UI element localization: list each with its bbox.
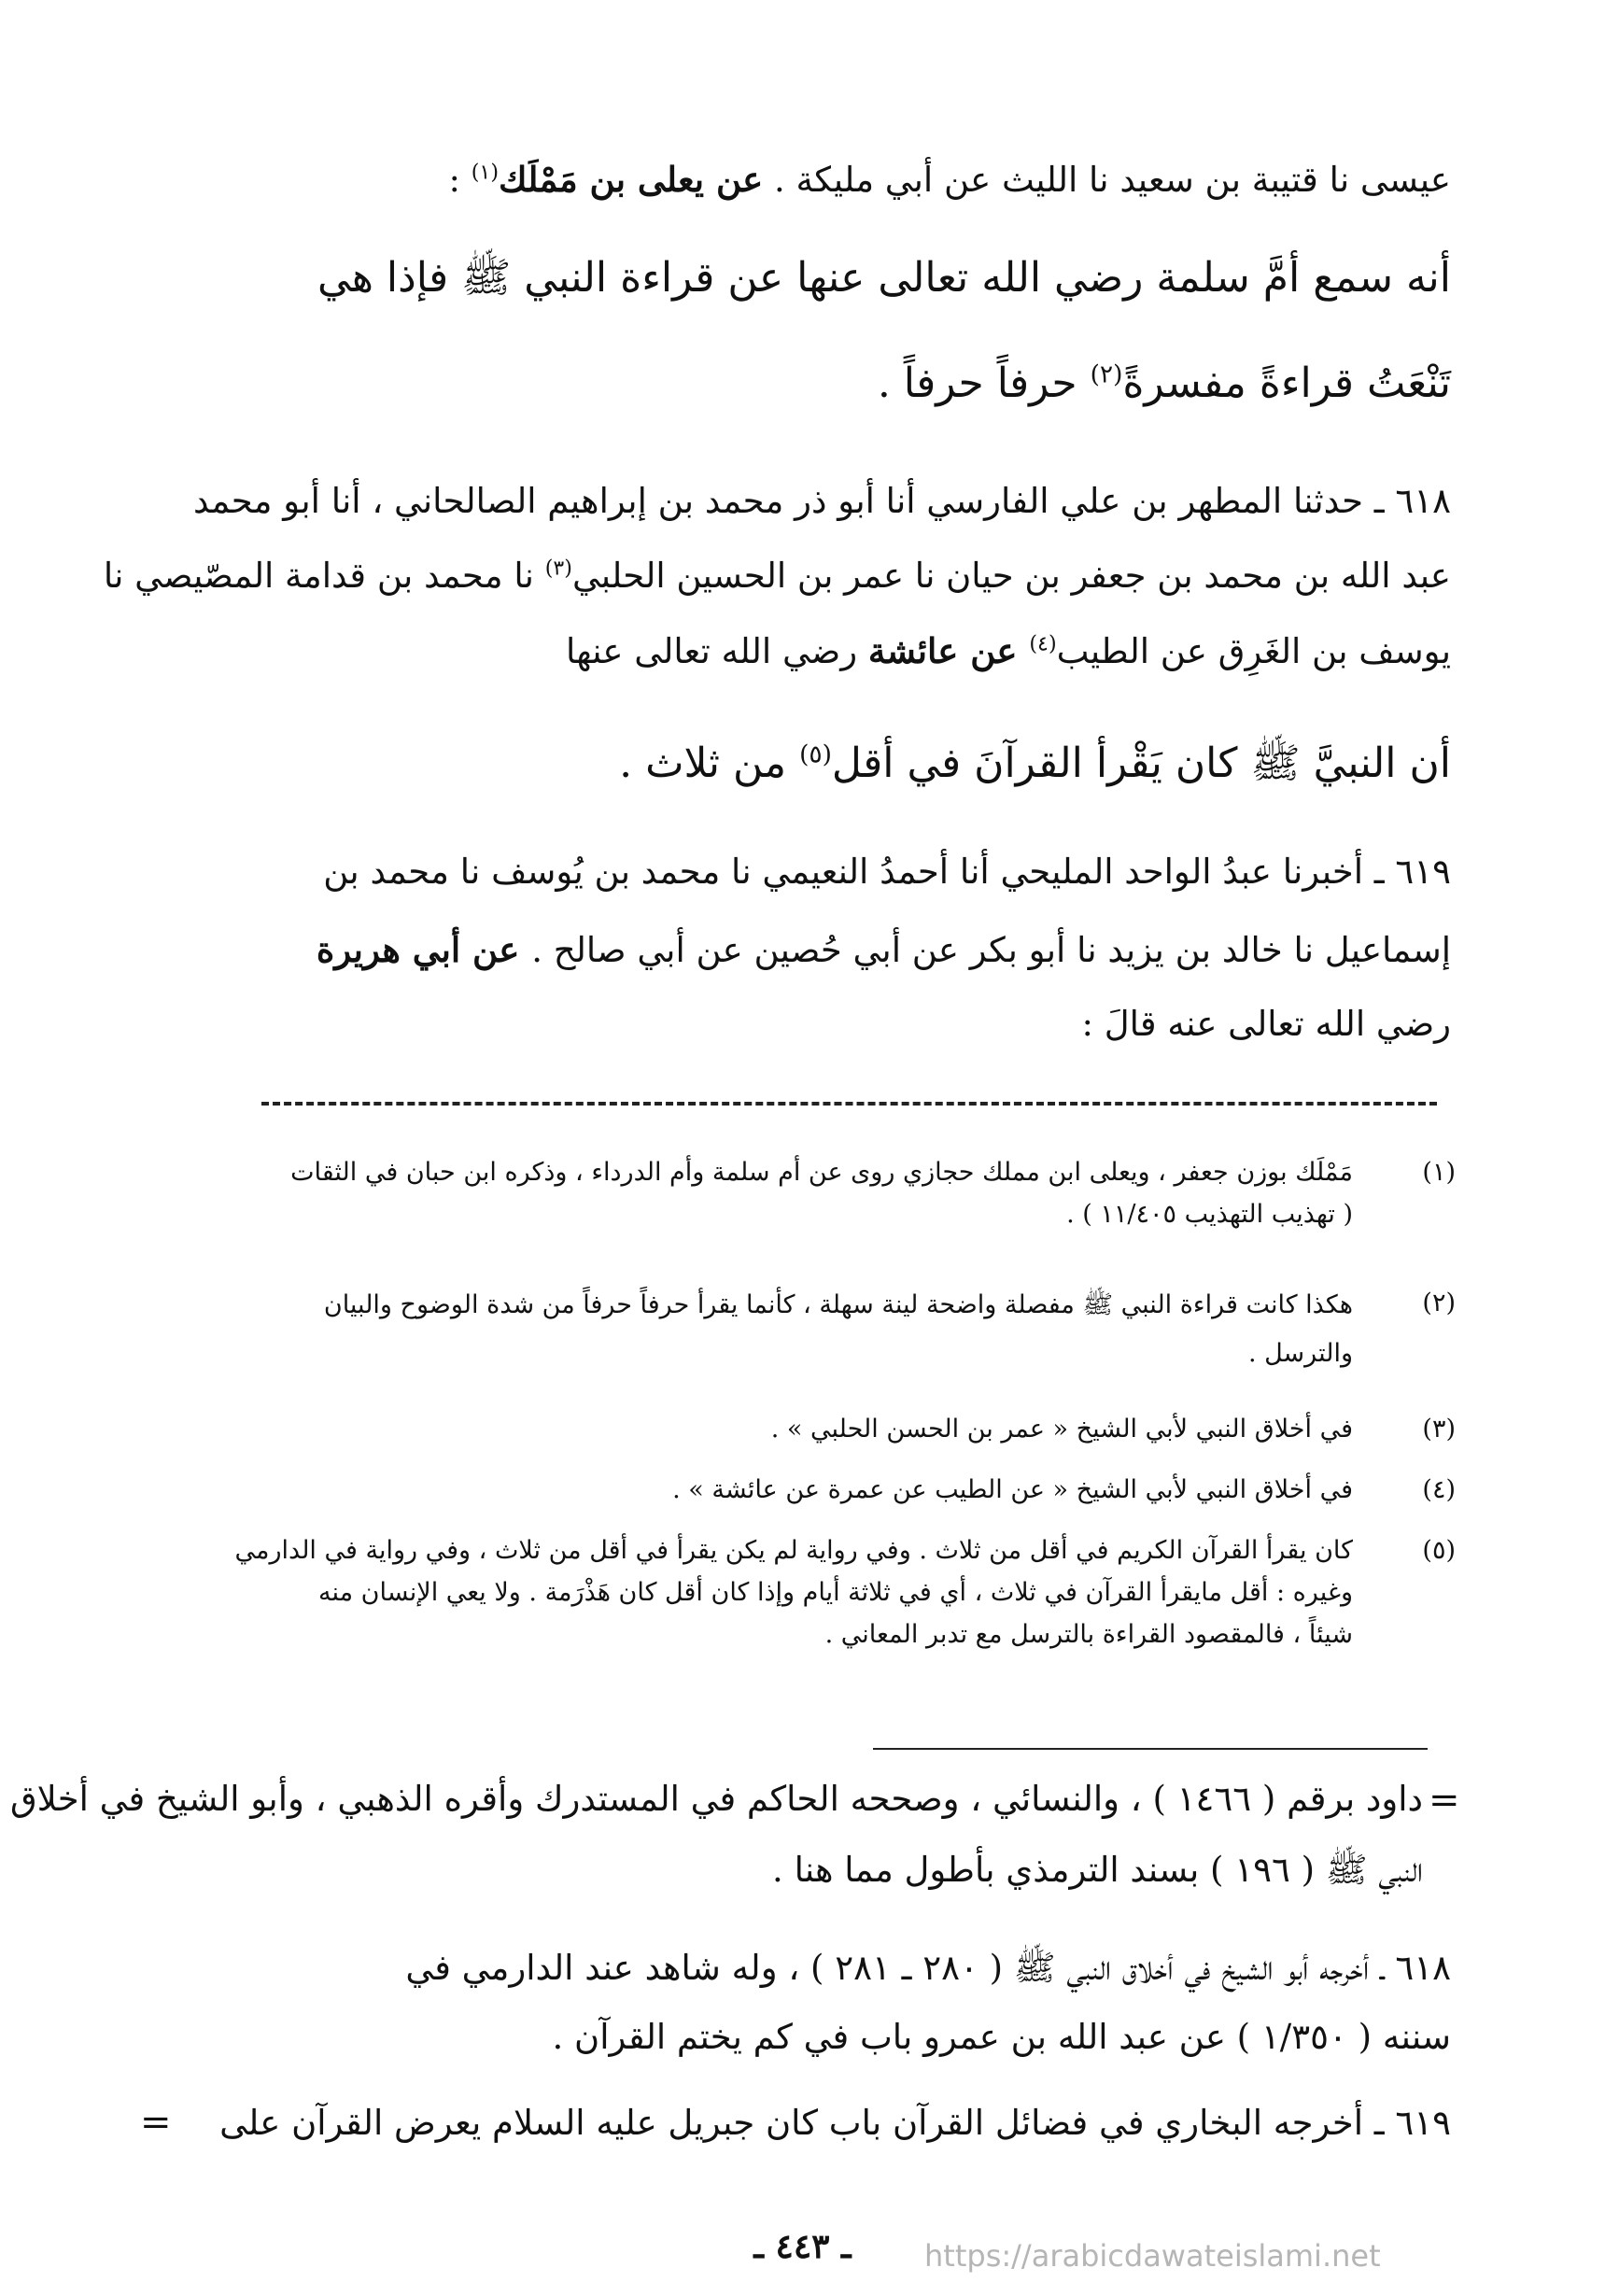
hadith-line: من ثلاث . [619,740,800,787]
text-line [154,1004,1451,1044]
narrator-bold: عن أبي هريرة [316,929,532,970]
footnote-line: كان يقرأ القرآن الكريم في أقل من ثلاث . وفي رواية لم يكن يقرأ في أقل من ثلاث ، وفي رواية في الدارمي [234,1536,1353,1565]
takhrij-text: سننه ( ١/٣٥٠ ) عن عبد الله بن عمرو باب في كم يختم القرآن . [552,2017,1451,2057]
chain-text: رضي الله تعالى عنها [565,631,868,671]
chain-text: إسماعيل نا خالد بن يزيد نا أبو بكر عن أبي حُصين عن أبي صالح . [531,930,1451,970]
chain-text: ٦١٩ ـ أخبرنا عبدُ الواحد المليحي أنا أحمدُ النعيمي نا محمد بن يُوسف نا محمد بن [323,852,1451,892]
footnote-line: مَمْلَك بوزن جعفر ، ويعلى ابن مملك حجازي روى عن أم سلمة وأم الدرداء ، وذكره ابن حبان في الثقات [290,1158,1353,1187]
watermark-url: https://arabicdawateislami.net [924,2238,1381,2274]
takhrij-line [154,1849,1423,1899]
footnote-line: هكذا كانت قراءة النبي ﷺ مفصلة واضحة لينة سهلة ، كأنما يقرأ حرفاً حرفاً من شدة الوضوح والبيان [323,1290,1353,1319]
page-number: ـ ٤٤٣ ـ [753,2227,852,2266]
footnote-line: وغيره : أقل مايقرأ القرآن في ثلاث ، أي في ثلاثة أيام وإذا كان أقل كان هَذْرَمة . ولا يعي الإنسان منه [317,1578,1353,1607]
hadith-line: حرفاً حرفاً . [877,359,1091,407]
footnote-text [149,1158,1353,1229]
text-line [154,852,1451,892]
footnote-text [149,1415,1353,1444]
chain-text: رضي الله تعالى عنه قالَ : [1081,1004,1451,1044]
footnote-ref: (٢) [1090,359,1123,389]
footnote-line: ( تهذيب التهذيب ١١/٤٠٥ ) . [1066,1200,1353,1229]
takhrij-text: ٦١٨ ـ أخرجه أبو الشيخ في أخلاق النبي ﷺ ( ٢٨٠ ـ ٢٨١ ) ، وله شاهد عند الدارمي في [405,1948,1451,1988]
footnote-ref: (٥) [799,740,832,769]
footnote-number: (٢) [1422,1289,1456,1317]
continuation-mark: = [1429,1779,1460,1822]
hadith-line: تَنْعَتُ قراءةً مفسرةً [1122,359,1451,407]
footnote-text [149,1289,1353,1368]
takhrij-line [9,1779,1423,1819]
hadith-line: أنه سمع أمَّ سلمة رضي الله تعالى عنها عن قراءة النبي ﷺ فإذا هي [317,254,1451,302]
takhrij-text: النبي ﷺ ( ١٩٦ ) بسند الترمذي بأطول مما هنا . [772,1850,1423,1890]
footnote-line: والترسل . [1247,1339,1353,1368]
hadith-line: أن النبيَّ ﷺ كان يَقْرأ القرآنَ في أقل [831,740,1451,787]
takhrij-line [154,2017,1451,2057]
footnote-ref: (١) [471,160,499,185]
takhrij-line [154,1947,1451,1997]
hadith-text [154,359,1451,407]
text-line [154,630,1451,671]
footnote-text [149,1536,1353,1649]
chain-text: نا محمد بن قدامة المصّيصي نا [103,556,545,596]
text-line [103,556,1451,596]
footnote-number: (٣) [1422,1415,1456,1444]
narrator-bold: عن يعلى بن مَمْلَك [499,159,764,200]
hadith-text [154,252,1451,312]
footnote-ref: (٣) [544,556,572,581]
text-line [154,929,1451,970]
footnote-line: في أخلاق النبي لأبي الشيخ « عن الطيب عن عمرة عن عائشة » . [672,1475,1353,1504]
text-line [154,481,1451,521]
chain-text: ٦١٨ ـ حدثنا المطهر بن علي الفارسي أنا أبو ذر محمد بن إبراهيم الصالحاني ، أنا أبو محمد [192,481,1451,521]
footnote-number: (٤) [1422,1475,1456,1504]
chain-text: يوسف بن الغَرِق عن الطيب [1056,631,1451,671]
narrator-bold: عن عائشة [867,630,1030,671]
chain-text: عيسى نا قتيبة بن سعيد نا الليث عن أبي مليكة . [774,160,1451,200]
footnote-line: في أخلاق النبي لأبي الشيخ « عمر بن الحسن الحلبي » . [770,1415,1353,1444]
dashed-divider [261,1102,1437,1106]
footnote-line: شيئاً ، فالمقصود القراءة بالترسل مع تدبر المعاني . [824,1620,1353,1649]
takhrij-text: ٦١٩ ـ أخرجه البخاري في فضائل القرآن باب كان جبريل عليه السلام يعرض القرآن على [219,2103,1451,2143]
continuation-mark: = [140,2101,172,2144]
footnote-text [149,1475,1353,1504]
takhrij-line [201,2103,1451,2143]
footnote-number: (٥) [1422,1536,1456,1565]
hadith-text [154,738,1451,797]
footnote-number: (١) [1422,1158,1456,1187]
solid-divider [873,1748,1428,1750]
text-line [154,159,1451,200]
chain-text: : [448,160,472,200]
footnote-ref: (٤) [1029,631,1057,656]
chain-text: عبد الله بن محمد بن جعفر بن حيان نا عمر بن الحسين الحلبي [571,556,1451,596]
takhrij-text: داود برقم ( ١٤٦٦ ) ، والنسائي ، وصححه الحاكم في المستدرك وأقره الذهبي ، وأبو الشيخ في أخلاق [9,1779,1423,1819]
